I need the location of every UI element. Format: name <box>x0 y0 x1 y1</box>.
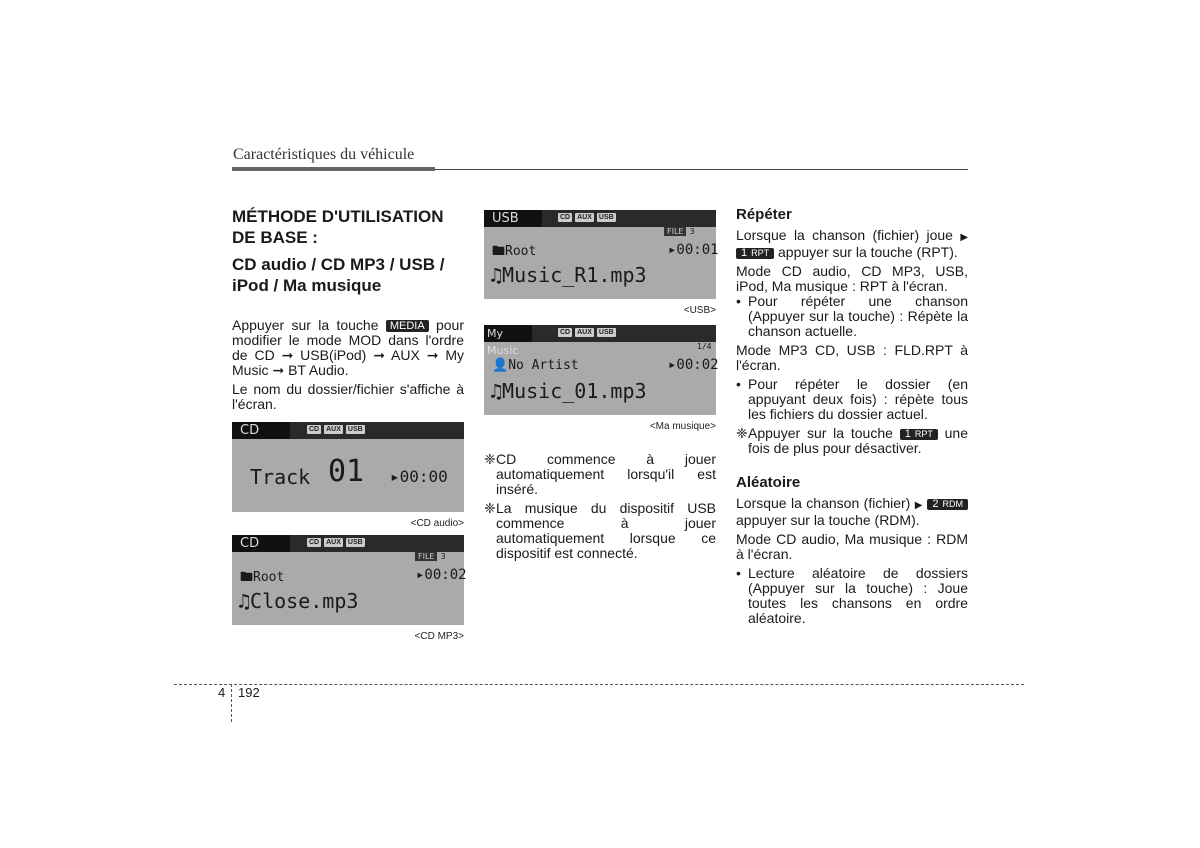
footer-divider <box>231 684 232 722</box>
play-icon: ▶ <box>960 232 969 243</box>
artist-name: 👤No Artist <box>492 358 579 373</box>
file-indicator: FILE 3 <box>664 227 695 236</box>
chip-cd: CD <box>309 426 320 433</box>
page-number: 192 <box>238 685 260 700</box>
random-bullet: • Lecture aléatoire de dossiers (Appuyer sur la touche) : Joue toutes les chansons en ordre aléatoire. <box>736 565 968 626</box>
chip-usb: USB <box>347 539 363 546</box>
chapter-number: 4 <box>218 685 226 700</box>
track-number: 01 <box>328 454 365 489</box>
chip-aux: AUX <box>577 329 592 336</box>
note-marker-icon: ❈ <box>484 451 496 467</box>
track-time: ▸00:00 <box>390 467 448 486</box>
chip-aux: AUX <box>326 426 341 433</box>
media-key: MEDIA <box>386 320 429 332</box>
page-header-title: Caractéristiques du véhicule <box>233 146 415 163</box>
mode-label: CD <box>232 422 290 439</box>
random-mode: Mode CD audio, Ma musique : RDM à l'écran. <box>736 531 968 562</box>
chip-usb: USB <box>598 214 614 221</box>
usb-screen <box>484 210 719 299</box>
column-2-notes <box>484 450 716 561</box>
music-note-icon: ♫ <box>490 379 503 403</box>
repeat-mode-1: Mode CD audio, CD MP3, USB, iPod, Ma musique : RPT à l'écran. <box>736 263 968 294</box>
cd-audio-screen <box>232 422 464 512</box>
random-heading: Aléatoire <box>736 474 801 491</box>
rdm-key: 2 RDM <box>927 499 968 510</box>
folder-name: 🖿Root <box>492 244 537 259</box>
repeat-mode-2: Mode MP3 CD, USB : FLD.RPT à l'écran. <box>736 342 968 373</box>
track-time: ▸00:02 <box>668 357 719 373</box>
file-name: ♫Music_R1.mp3 <box>490 263 647 287</box>
music-note-icon: ♫ <box>490 263 503 287</box>
column-3 <box>736 206 968 626</box>
repeat-bullet: • Pour répéter une chanson (Appuyer sur la touche) : Répète la chanson actuelle. <box>736 293 968 339</box>
mode-label: My Music <box>484 325 532 342</box>
folder-paragraph: Le nom du dossier/fichier s'affiche à l'écran. <box>232 381 464 412</box>
mymusic-screen <box>484 325 719 415</box>
chip-cd: CD <box>560 214 571 221</box>
note-item: ❈ La musique du dispositif USB commence à jouer automatiquement lorsque ce dispositif est connecté. <box>484 500 716 561</box>
cd-mp3-screen <box>232 535 467 625</box>
caption-cd-mp3: <CD MP3> <box>414 631 464 642</box>
person-icon: 👤 <box>492 358 509 373</box>
chip-usb: USB <box>347 426 363 433</box>
random-intro: Lorsque la chanson (fichier) ▶ 2 RDM appuyer sur la touche (RDM). <box>736 496 968 528</box>
chip-usb: USB <box>598 329 614 336</box>
mode-label: USB <box>484 210 542 227</box>
track-time: ▸00:02 <box>416 567 467 583</box>
footer-rule <box>174 684 1024 685</box>
section-subheading: CD audio / CD MP3 / USB / iPod / Ma musique <box>232 255 445 295</box>
caption-usb: <USB> <box>683 305 716 316</box>
chip-aux: AUX <box>577 214 592 221</box>
header-bar <box>232 167 435 171</box>
rpt-key: 1 RPT <box>900 429 938 440</box>
repeat-intro: Lorsque la chanson (fichier) joue ▶ 1 RPT appuyer sur la touche (RPT). <box>736 227 969 260</box>
rpt-key: 1 RPT <box>736 248 774 259</box>
caption-mymusic: <Ma musique> <box>649 421 716 432</box>
section-heading: MÉTHODE D'UTILISATION DE BASE : <box>232 207 444 247</box>
header-rule <box>435 169 968 170</box>
chip-aux: AUX <box>326 539 341 546</box>
caption-cd-audio: <CD audio> <box>410 518 464 529</box>
track-count: 1/4 <box>697 342 712 351</box>
play-icon: ▶ <box>914 500 923 511</box>
track-time: ▸00:01 <box>668 242 719 258</box>
mode-paragraph: Appuyer sur la touche MEDIA pour modifier le mode MOD dans l'ordre de CD ➞ USB(iPod) ➞ AUX ➞ My Music ➞ BT Audio. <box>232 317 465 378</box>
note-marker-icon: ❈ <box>736 425 748 441</box>
file-name: ♫Music_01.mp3 <box>490 379 647 403</box>
repeat-heading: Répéter <box>736 206 792 223</box>
repeat-bullet: • Pour répéter le dossier (en appuyant deux fois) : répète tous les fichiers du dossier actuel. <box>736 376 968 422</box>
chip-cd: CD <box>560 329 571 336</box>
mode-label: CD <box>232 535 290 552</box>
folder-icon: 🖿 <box>492 244 506 259</box>
music-note-icon: ♫ <box>238 589 251 613</box>
column-1 <box>232 206 464 412</box>
repeat-note: ❈ Appuyer sur la touche 1 RPT une fois de plus pour désactiver. <box>736 425 968 456</box>
file-indicator: FILE 3 <box>415 552 446 561</box>
file-name: ♫Close.mp3 <box>238 589 359 613</box>
chip-cd: CD <box>309 539 320 546</box>
folder-name: 🖿Root <box>240 570 285 585</box>
note-marker-icon: ❈ <box>484 500 496 516</box>
track-label: Track <box>250 465 311 489</box>
note-item: ❈ CD commence à jouer automatiquement lorsqu'il est inséré. <box>484 451 716 497</box>
folder-icon: 🖿 <box>240 570 254 585</box>
